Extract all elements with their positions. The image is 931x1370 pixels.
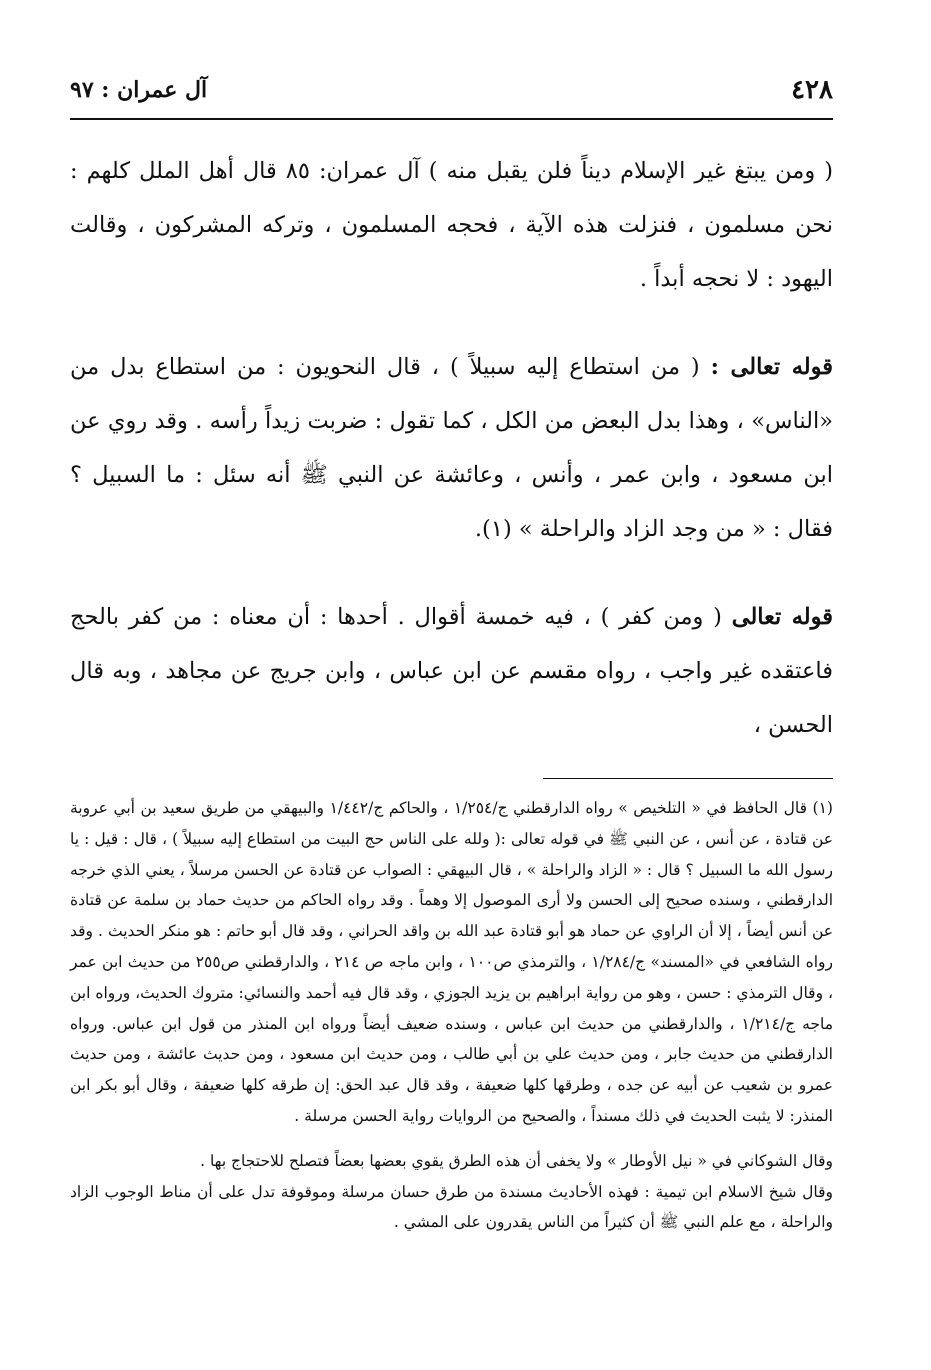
verse-lead: قوله تعالى	[731, 604, 833, 630]
footnote: (١) قال الحافظ في « التلخيص » رواه الدارقطني ج/١/٢٥٤ ، والحاكم ج/١/٤٤٢ والبيهقي من طريق سعيد بن أبي عروبة عن قتادة ، عن أنس ، عن النبي ﷺ في قوله تعالى :( ولله على الناس حج البيت من استطاع إليه سبيلاً ) ، قال : قيل : يا رسول الله ما السبيل ؟ قال : « الزاد والراحلة » ، قال البيهقي : الصواب عن قتادة عن الحسن مرسلاً ، يعني الذي خرجه الدارقطني ، وسنده صحيح إلى الحسن ولا أرى الموصول إلا وهماً . وقد رواه الحاكم من حديث حماد بن سلمة عن قتادة عن أنس أيضاً ، إلا أن الراوي عن حماد هو أبو قتادة عبد الله بن واقد الحراني ، وقد قال أبو حاتم : هو منكر الحديث . وقد رواه الشافعي في «المسند» ج/١/٢٨٤ ، والترمذي ص١٠٠ ، وابن ماجه ص ٢١٤ ، والدارقطني ص٢٥٥ من حديث ابن عمر ، وقال الترمذي : حسن ، وهو من رواية ابراهيم بن يزيد الجوزي ، وقد قال فيه أحمد والنسائي: متروك الحديث، ورواه ابن ماجه ج/١/٢١٤ ، والدارقطني من حديث ابن عباس ، وسنده ضعيف أيضاً ورواه ابن المنذر من قول ابن عباس. ورواه الدارقطني من حديث جابر ، ومن حديث علي بن أبي طالب ، ومن حديث ابن مسعود ، ومن حديث عائشة ، ومن حديث عمرو بن شعيب عن أبيه عن جده ، وطرقها كلها ضعيفة ، وقد قال عبد الحق: إن طرقه كلها ضعيفة ، وقال أبو بكر ابن المنذر: لا يثبت الحديث في ذلك مسنداً ، والصحيح من الروايات رواية الحسن مرسلة .	[70, 799, 834, 1125]
paragraph	[70, 590, 833, 752]
footnotes	[70, 793, 833, 1238]
footnote: وقال الشوكاني في « نيل الأوطار » ولا يخفى أن هذه الطرق يقوي بعضها بعضاً فتصلح للاحتجاج بها .	[200, 1151, 833, 1170]
footnote: وقال شيخ الاسلام ابن تيمية : فهذه الأحاديث مسندة من طرق حسان مرسلة وموقوفة تدل على أن مناط الوجوب الزاد والراحلة ، مع علم النبي ﷺ أن كثيراً من الناس يقدرون على المشي .	[70, 1182, 833, 1232]
paragraph-text: ( ومن كفر ) ، فيه خمسة أقوال . أحدها : أن معناه : من كفر بالحج فاعتقده غير واجب ، رواه مقسم عن ابن عباس ، وابن جريج عن مجاهد ، وبه قال الحسن ،	[70, 604, 833, 738]
paragraph-text: ( من استطاع إليه سبيلاً ) ، قال النحويون : من استطاع بدل من «الناس» ، وهذا بدل البعض من الكل ، كما تقول : ضربت زيداً رأسه . وقد روي عن ابن مسعود ، وابن عمر ، وأنس ، وعائشة عن النبي ﷺ أنه سئل : ما السبيل ؟ فقال : « من وجد الزاد والراحلة » (١).	[70, 354, 833, 542]
paragraph-text: ( ومن يبتغ غير الإسلام ديناً فلن يقبل منه ) آل عمران: ٨٥ قال أهل الملل كلهم : نحن مسلمون ، فنزلت هذه الآية ، فحجه المسلمون ، وتركه المشركون ، وقالت اليهود : لا نحجه أبداً .	[70, 158, 833, 292]
main-text	[70, 144, 833, 752]
paragraph	[70, 340, 833, 556]
running-header	[70, 62, 833, 118]
page-number: ٤٢٨	[791, 75, 833, 105]
running-title: آل عمران : ٩٧	[70, 77, 208, 103]
header-rule	[70, 118, 833, 120]
verse-lead: قوله تعالى :	[710, 354, 833, 380]
paragraph	[70, 144, 833, 306]
footnote-rule	[543, 778, 833, 779]
